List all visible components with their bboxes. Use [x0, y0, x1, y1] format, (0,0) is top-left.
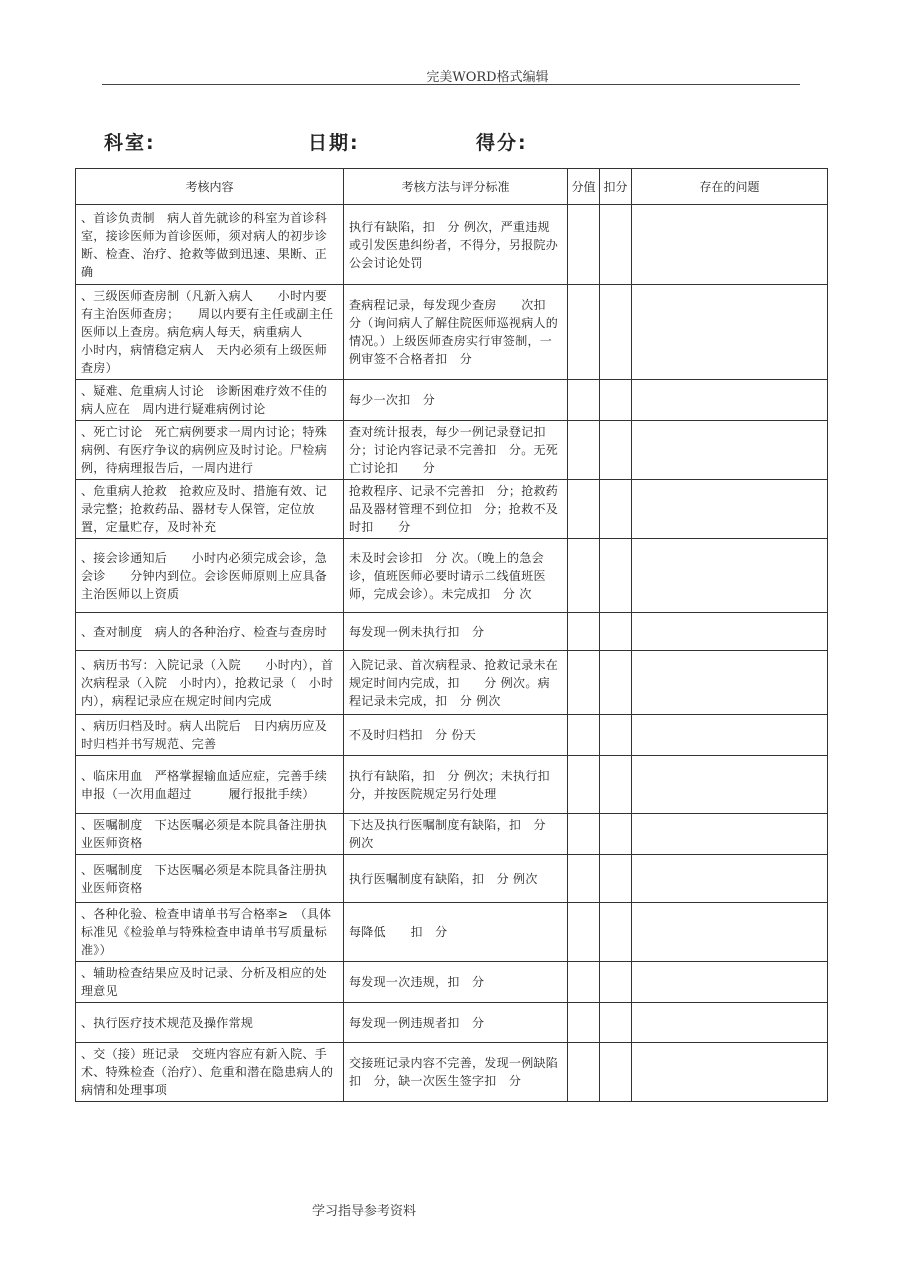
table-row [76, 962, 828, 1003]
points-cell[interactable] [568, 205, 600, 285]
deduct-cell[interactable] [600, 1043, 632, 1102]
header-content: 考核内容 [76, 169, 344, 205]
header-divider [102, 84, 800, 85]
issues-cell[interactable] [632, 903, 828, 962]
issues-cell[interactable] [632, 1003, 828, 1043]
table-row [76, 1043, 828, 1102]
table-row [76, 380, 828, 421]
deduct-cell[interactable] [600, 480, 632, 539]
table-row [76, 480, 828, 539]
deduct-cell[interactable] [600, 903, 632, 962]
row-method: 每发现一例违规者扣 分 [344, 1003, 568, 1043]
row-content: 、各种化验、检查申请单书写合格率≥ （具体标准见《检验单与特殊检查申请单书写质量标准》） [76, 903, 344, 962]
header-points: 分值 [568, 169, 600, 205]
row-content: 、病历归档及时。病人出院后 日内病历应及时归档并书写规范、完善 [76, 715, 344, 756]
row-content: 、医嘱制度 下达医嘱必须是本院具备注册执业医师资格 [76, 855, 344, 903]
points-cell[interactable] [568, 1003, 600, 1043]
row-method: 查对统计报表，每少一例记录登记扣 分；讨论内容记录不完善扣 分。无死亡讨论扣 分 [344, 421, 568, 480]
deduct-cell[interactable] [600, 855, 632, 903]
header-issues: 存在的问题 [632, 169, 828, 205]
row-method: 不及时归档扣 分 份天 [344, 715, 568, 756]
points-cell[interactable] [568, 539, 600, 613]
page-footer: 学习指导参考资料 [311, 1204, 416, 1219]
issues-cell[interactable] [632, 539, 828, 613]
issues-cell[interactable] [632, 651, 828, 715]
row-content: 、辅助检查结果应及时记录、分析及相应的处理意见 [76, 962, 344, 1003]
deduct-cell[interactable] [600, 814, 632, 855]
row-method: 执行有缺陷，扣 分 例次，严重违规或引发医患纠纷者，不得分，另报院办公会讨论处罚 [344, 205, 568, 285]
deduct-cell[interactable] [600, 421, 632, 480]
row-method: 交接班记录内容不完善，发现一例缺陷扣 分，缺一次医生签字扣 分 [344, 1043, 568, 1102]
points-cell[interactable] [568, 855, 600, 903]
row-content: 、接会诊通知后 小时内必须完成会诊，急会诊 分钟内到位。会诊医师原则上应具备主治医师以上资质 [76, 539, 344, 613]
table-row [76, 855, 828, 903]
points-cell[interactable] [568, 756, 600, 814]
table-row [76, 903, 828, 962]
points-cell[interactable] [568, 1043, 600, 1102]
row-content: 、危重病人抢救 抢救应及时、措施有效、记录完整；抢救药品、器材专人保管，定位放置，定量贮存，及时补充 [76, 480, 344, 539]
header-method: 考核方法与评分标准 [344, 169, 568, 205]
issues-cell[interactable] [632, 855, 828, 903]
table-row [76, 285, 828, 380]
deduct-cell[interactable] [600, 285, 632, 380]
points-cell[interactable] [568, 613, 600, 651]
deduct-cell[interactable] [600, 380, 632, 421]
assessment-table [75, 168, 828, 1102]
deduct-cell[interactable] [600, 651, 632, 715]
points-cell[interactable] [568, 285, 600, 380]
row-method: 入院记录、首次病程录、抢救记录未在规定时间内完成，扣 分 例次。病程记录未完成，扣 分 例次 [344, 651, 568, 715]
row-method: 抢救程序、记录不完善扣 分；抢救药品及器材管理不到位扣 分；抢救不及时扣 分 [344, 480, 568, 539]
row-content: 、三级医师查房制（凡新入病人 小时内要有主治医师查房； 周以内要有主任或副主任医师以上查房。病危病人每天，病重病人 小时内，病情稳定病人 天内必须有上级医师查房） [76, 285, 344, 380]
table-row [76, 421, 828, 480]
row-content: 、交（接）班记录 交班内容应有新入院、手术、特殊检查（治疗）、危重和潜在隐患病人的病情和处理事项 [76, 1043, 344, 1102]
table-row [76, 539, 828, 613]
points-cell[interactable] [568, 814, 600, 855]
deduct-cell[interactable] [600, 715, 632, 756]
issues-cell[interactable] [632, 962, 828, 1003]
issues-cell[interactable] [632, 814, 828, 855]
issues-cell[interactable] [632, 285, 828, 380]
row-method: 未及时会诊扣 分 次。（晚上的急会诊，值班医师必要时请示二线值班医师，完成会诊）。未完成扣 分 次 [344, 539, 568, 613]
row-content: 、病历书写：入院记录（入院 小时内），首次病程录（入院 小时内），抢救记录（ 小时内），病程记录应在规定时间内完成 [76, 651, 344, 715]
deduct-cell[interactable] [600, 205, 632, 285]
table-row [76, 1003, 828, 1043]
row-content: 、查对制度 病人的各种治疗、检查与查房时 [76, 613, 344, 651]
issues-cell[interactable] [632, 205, 828, 285]
row-method: 每少一次扣 分 [344, 380, 568, 421]
table-row [76, 814, 828, 855]
table-row [76, 613, 828, 651]
row-content: 、死亡讨论 死亡病例要求一周内讨论；特殊病例、有医疗争议的病例应及时讨论。尸检病例，待病理报告后，一周内进行 [76, 421, 344, 480]
points-cell[interactable] [568, 651, 600, 715]
date-label: 日期: [308, 132, 360, 154]
issues-cell[interactable] [632, 1043, 828, 1102]
points-cell[interactable] [568, 380, 600, 421]
points-cell[interactable] [568, 480, 600, 539]
table-row [76, 715, 828, 756]
row-content: 、首诊负责制 病人首先就诊的科室为首诊科室，接诊医师为首诊医师，须对病人的初步诊断、检查、治疗、抢救等做到迅速、果断、正确 [76, 205, 344, 285]
row-content: 、临床用血 严格掌握输血适应症，完善手续申报（一次用血超过 履行报批手续） [76, 756, 344, 814]
deduct-cell[interactable] [600, 613, 632, 651]
table-header-row [76, 169, 828, 205]
deduct-cell[interactable] [600, 962, 632, 1003]
issues-cell[interactable] [632, 380, 828, 421]
issues-cell[interactable] [632, 421, 828, 480]
page-header: 完美WORD格式编辑 [426, 70, 549, 85]
points-cell[interactable] [568, 962, 600, 1003]
points-cell[interactable] [568, 903, 600, 962]
deduct-cell[interactable] [600, 1003, 632, 1043]
row-method: 执行医嘱制度有缺陷，扣 分 例次 [344, 855, 568, 903]
score-label: 得分: [476, 132, 528, 154]
row-method: 执行有缺陷，扣 分 例次；未执行扣 分，并按医院规定另行处理 [344, 756, 568, 814]
row-content: 、医嘱制度 下达医嘱必须是本院具备注册执业医师资格 [76, 814, 344, 855]
points-cell[interactable] [568, 421, 600, 480]
table-row [76, 651, 828, 715]
deduct-cell[interactable] [600, 539, 632, 613]
issues-cell[interactable] [632, 715, 828, 756]
deduct-cell[interactable] [600, 756, 632, 814]
row-method: 下达及执行医嘱制度有缺陷，扣 分 例次 [344, 814, 568, 855]
row-method: 每发现一例未执行扣 分 [344, 613, 568, 651]
header-deduct: 扣分 [600, 169, 632, 205]
points-cell[interactable] [568, 715, 600, 756]
row-method: 查病程记录，每发现少查房 次扣 分（询问病人了解住院医师巡视病人的情况。）上级医师查房实行审签制，一例审签不合格者扣 分 [344, 285, 568, 380]
row-method: 每降低 扣 分 [344, 903, 568, 962]
row-content: 、疑难、危重病人讨论 诊断困难疗效不佳的病人应在 周内进行疑难病例讨论 [76, 380, 344, 421]
row-content: 、执行医疗技术规范及操作常规 [76, 1003, 344, 1043]
department-label: 科室: [104, 132, 156, 154]
issues-cell[interactable] [632, 756, 828, 814]
table-row [76, 205, 828, 285]
issues-cell[interactable] [632, 613, 828, 651]
table-row [76, 756, 828, 814]
row-method: 每发现一次违规，扣 分 [344, 962, 568, 1003]
issues-cell[interactable] [632, 480, 828, 539]
